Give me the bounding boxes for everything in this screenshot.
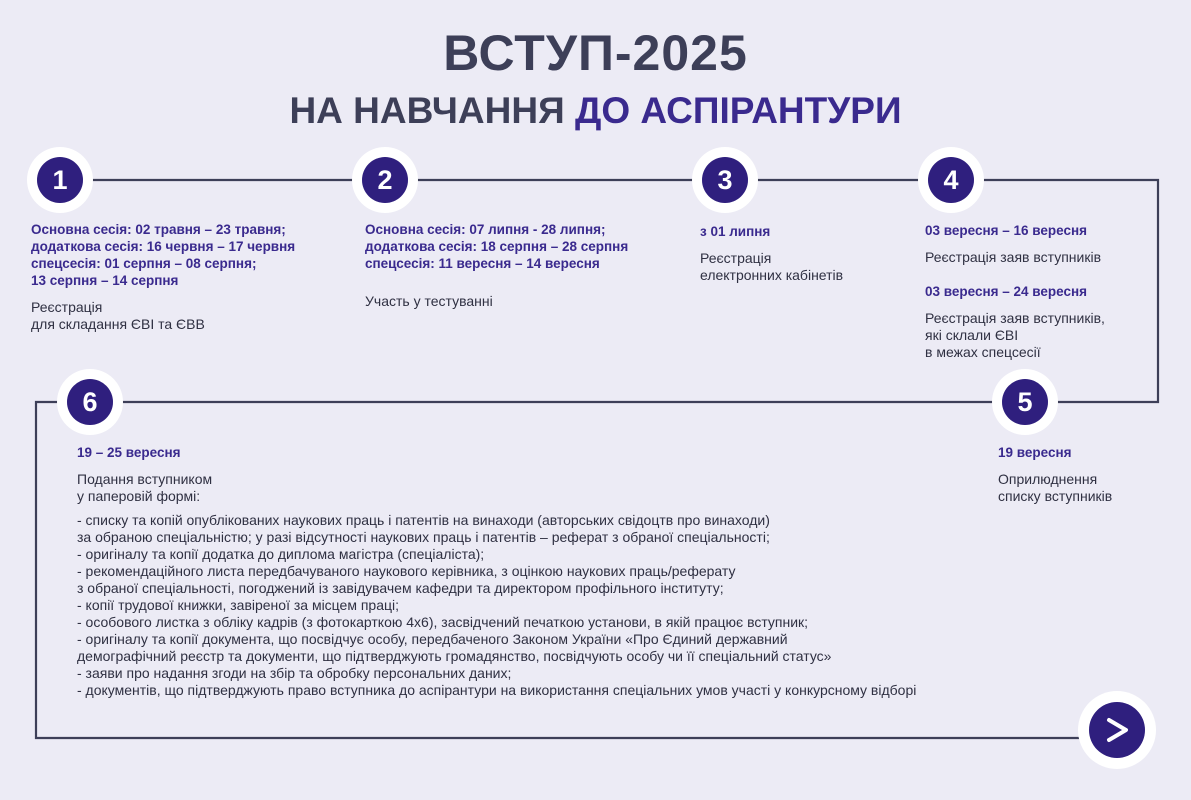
list-item: - заяви про надання згоди на збір та обробку персональних даних; (77, 665, 512, 681)
step-6-badge (57, 369, 123, 435)
list-item: - списку та копій опублікованих наукових праць і патентів на винаходи (авторських свідоцтв про винаходи) (77, 512, 770, 528)
step-6-content (77, 444, 212, 505)
page-subtitle (0, 90, 1191, 132)
step-6-number: 6 (67, 379, 113, 425)
step-6-document-list (77, 512, 916, 699)
step-5-badge (992, 369, 1058, 435)
step-2-date-line: спецсесія: 11 вересня – 14 вересня (365, 256, 600, 271)
step-4-number: 4 (928, 157, 974, 203)
step-3-number: 3 (702, 157, 748, 203)
list-item: - рекомендаційного листа передбачуваного наукового керівника, з оцінкою наукових праць/реферату (77, 563, 736, 579)
step-5-number: 5 (1002, 379, 1048, 425)
step-4-desc-line: Реєстрація заяв вступників (925, 249, 1102, 265)
list-item: - оригіналу та копії документа, що посвідчує особу, передбаченого Законом України «Про Єдиний державний (77, 631, 788, 647)
step-1-date-line: додаткова сесія: 16 червня – 17 червня (31, 239, 296, 254)
step-2-badge (352, 147, 418, 213)
step-5-date-line: 19 вересня (998, 445, 1072, 460)
step-1-badge (27, 147, 93, 213)
list-item: - документів, що підтверджують право вступника до аспірантури на використання спеціальних умов участі у конкурсному відборі (77, 682, 917, 698)
step-5-desc-line: Оприлюднення (998, 471, 1098, 487)
step-4-desc2-line: які склали ЄВІ (925, 327, 1019, 343)
step-2-number: 2 (362, 157, 408, 203)
step-1-desc-line: Реєстрація (31, 299, 103, 315)
step-1-date-line: спецсесія: 01 серпня – 08 серпня; (31, 256, 257, 271)
list-item: - особового листка з обліку кадрів (з фотокарткою 4х6), засвідчений печаткою установи, в якій працює вступник; (77, 614, 809, 630)
step-2-content (365, 221, 628, 310)
step-2-desc-line: Участь у тестуванні (365, 293, 493, 309)
list-item: демографічний реєстр та документи, що підтверджують громадянство, посвідчують особу чи її спеціальний статус» (77, 648, 832, 664)
step-6-date-line: 19 – 25 вересня (77, 445, 181, 460)
step-5-content (998, 444, 1112, 505)
step-6-desc-line: у паперовій формі: (77, 488, 201, 504)
step-3-content (700, 223, 843, 284)
step-4-badge (918, 147, 984, 213)
step-1-date-line: 13 серпня – 14 серпня (31, 273, 179, 288)
list-item: - оригіналу та копії додатка до диплома магістра (спеціаліста); (77, 546, 485, 562)
step-4-desc2-line: Реєстрація заяв вступників, (925, 310, 1105, 326)
step-4-date2-line: 03 вересня – 24 вересня (925, 284, 1088, 299)
list-item: з обраної спеціальності, погоджений із завідувачем кафедри та директором профільного інституту; (77, 580, 724, 596)
step-6-desc-line: Подання вступником (77, 471, 213, 487)
step-4-date-line: 03 вересня – 16 вересня (925, 223, 1088, 238)
subtitle-accent: ДО АСПІРАНТУРИ (574, 90, 902, 131)
step-1-content (31, 221, 295, 333)
list-item: - копії трудової книжки, завіреної за місцем праці; (77, 597, 400, 613)
step-3-desc-line: електронних кабінетів (700, 267, 844, 283)
subtitle-start: НА НАВЧАННЯ (289, 90, 575, 131)
step-3-date-line: з 01 липня (700, 224, 771, 239)
step-4-content (925, 222, 1105, 361)
step-2-date-line: додаткова сесія: 18 серпня – 28 серпня (365, 239, 629, 254)
page-title: ВСТУП-2025 (443, 25, 748, 81)
step-5-desc-line: списку вступників (998, 488, 1113, 504)
step-1-desc-line: для складання ЄВІ та ЄВВ (31, 316, 205, 332)
next-button-inner[interactable] (1089, 702, 1145, 758)
list-item: за обраною спеціальністю; у разі відсутності наукових праць і патентів – реферат з обраної спеціальності; (77, 529, 770, 545)
step-1-number: 1 (37, 157, 83, 203)
step-4-desc2-line: в межах спецсесії (925, 344, 1041, 360)
step-3-badge (692, 147, 758, 213)
step-2-date-line: Основна сесія: 07 липня - 28 липня; (365, 222, 606, 237)
arrow-right-icon (1102, 715, 1132, 745)
step-3-desc-line: Реєстрація (700, 250, 772, 266)
next-button[interactable] (1078, 691, 1156, 769)
step-1-date-line: Основна сесія: 02 травня – 23 травня; (31, 222, 286, 237)
